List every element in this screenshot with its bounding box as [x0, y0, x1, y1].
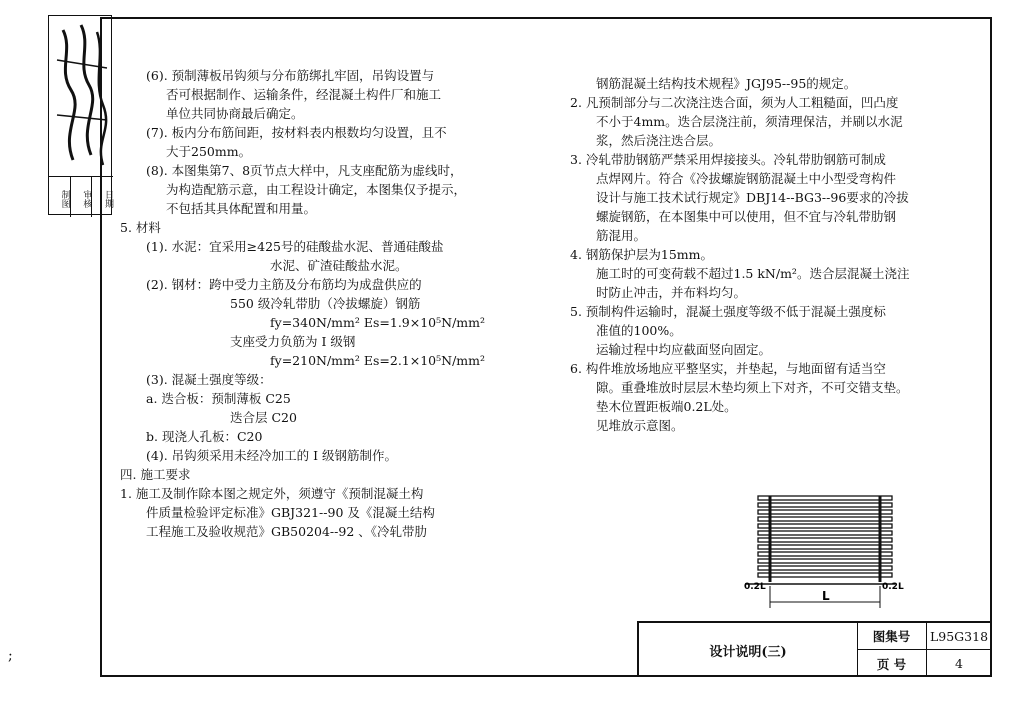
text-line: 支座受力负筋为 I 级钢 — [230, 334, 356, 349]
text-line: (2). 钢材：跨中受力主筋及分布筋均为成盘供应的 — [146, 277, 422, 292]
label-0.2l-left: 0.2L — [744, 582, 766, 592]
text-line: fy=340N/mm² Es=1.9×10⁵N/mm² — [270, 315, 486, 330]
text-line: 四. 施工要求 — [120, 467, 191, 482]
text-line: 4. 钢筋保护层为15mm。 — [570, 247, 714, 262]
text-line: (3). 混凝土强度等级： — [146, 372, 272, 387]
left-text-column — [120, 66, 540, 541]
page-number: 4 — [955, 656, 963, 671]
stacking-diagram — [740, 490, 904, 615]
stacked-slab — [758, 496, 892, 500]
text-line: 件质量检验评定标准》GBJ321--90 及《混凝土结构 — [146, 505, 435, 520]
text-line: 时防止冲击，并布料均匀。 — [596, 285, 747, 300]
stacked-slab — [758, 552, 892, 556]
text-line: (8). 本图集第7、8页节点大样中，凡支座配筋为虚线时， — [146, 163, 463, 178]
text-line: 否可根据制作、运输条件，经混凝土构件厂和施工 — [166, 87, 442, 102]
text-line: 筋混用。 — [596, 228, 647, 243]
text-line: 不包括其具体配置和用量。 — [166, 201, 317, 216]
text-line: (7). 板内分布筋间距，按材料表内根数均匀设置，且不 — [146, 125, 447, 140]
text-line: 运输过程中均应截面竖向固定。 — [596, 342, 772, 357]
text-line: 2. 凡预制部分与二次浇注迭合面，须为人工粗糙面，凹凸度 — [570, 95, 899, 110]
text-line: 点焊网片。符合《冷拔螺旋钢筋混凝土中小型受弯构件 — [596, 171, 897, 186]
stacked-slab — [758, 573, 892, 577]
text-line: 为构造配筋示意，由工程设计确定，本图集仅予提示， — [166, 182, 467, 197]
stacked-slab — [758, 517, 892, 521]
text-line: 1. 施工及制作除本图之规定外，须遵守《预制混凝土构 — [120, 486, 424, 501]
text-line: 工程施工及验收规范》GB50204--92 、《冷轧带肋 — [146, 524, 428, 539]
text-line: a. 迭合板：预制薄板 C25 — [146, 391, 291, 406]
stacked-slab — [758, 510, 892, 514]
text-line: 钢筋混凝土结构技术规程》JGJ95--95的规定。 — [596, 76, 857, 91]
stacked-slab — [758, 566, 892, 570]
text-line: 见堆放示意图。 — [596, 418, 684, 433]
text-line: 垫木位置距板端0.2L处。 — [596, 399, 737, 414]
text-line: b. 现浇人孔板：C20 — [146, 429, 263, 444]
margin-mark: ; — [8, 648, 13, 664]
label-span: L — [822, 589, 830, 603]
text-line: 设计与施工技术试行规定》DBJ14--BG3--96要求的冷拔 — [596, 190, 909, 205]
atlas-number-label: 图集号 — [857, 623, 927, 650]
sheet-title: 设计说明(三) — [639, 623, 858, 677]
text-line: 浆，然后浇注迭合层。 — [596, 133, 722, 148]
text-line: 550 级冷轧带肋（冷拔螺旋）钢筋 — [230, 296, 421, 311]
text-line: 施工时的可变荷载不超过1.5 kN/m²。迭合层混凝土浇注 — [596, 266, 910, 281]
text-line: 准值的100%。 — [596, 323, 682, 338]
text-line: fy=210N/mm² Es=2.1×10⁵N/mm² — [270, 353, 486, 368]
text-line: 3. 冷轧带肋钢筋严禁采用焊接接头。冷轧带肋钢筋可制成 — [570, 152, 886, 167]
text-line: 不小于4mm。迭合层浇注前，须清理保洁，并刷以水泥 — [596, 114, 903, 129]
text-line: 单位共同协商最后确定。 — [166, 106, 304, 121]
text-line: 大于250mm。 — [166, 144, 252, 159]
stacked-slab — [758, 545, 892, 549]
stacked-slab — [758, 531, 892, 535]
sidebar-label-draft: 制图 — [49, 177, 71, 217]
sidebar-label-date: 日期 — [103, 189, 114, 208]
stacked-slab — [758, 524, 892, 528]
title-block — [637, 621, 991, 677]
text-line: 螺旋钢筋，在本图集中可以使用，但不宜与冷轧带肋钢 — [596, 209, 897, 224]
text-line: 6. 构件堆放场地应平整坚实，并垫起，与地面留有适当空 — [570, 361, 886, 376]
stacked-slab — [758, 538, 892, 542]
text-line: (4). 吊钩须采用未经冷加工的 I 级钢筋制作。 — [146, 448, 398, 463]
text-line: (1). 水泥：宜采用≥425号的硅酸盐水泥、普通硅酸盐 — [146, 239, 444, 254]
text-line: (6). 预制薄板吊钩须与分布筋绑扎牢固，吊钩设置与 — [146, 68, 435, 83]
text-line: 水泥、矿渣硅酸盐水泥。 — [270, 258, 408, 273]
sidebar-label-review: 审核 — [71, 177, 93, 217]
atlas-number: L95G318 — [927, 623, 991, 650]
stacked-slab — [758, 503, 892, 507]
label-0.2l-right: 0.2L — [882, 582, 904, 592]
text-line: 隙。重叠堆放时层层木垫均须上下对齐，不可交错支垫。 — [596, 380, 909, 395]
stacked-slab — [758, 559, 892, 563]
right-text-column — [570, 74, 980, 435]
page-number-label: 页 号 — [857, 650, 927, 677]
text-line: 5. 预制构件运输时，混凝土强度等级不低于混凝土强度标 — [570, 304, 886, 319]
text-line: 5. 材料 — [120, 220, 161, 235]
text-line: 迭合层 C20 — [230, 410, 297, 425]
